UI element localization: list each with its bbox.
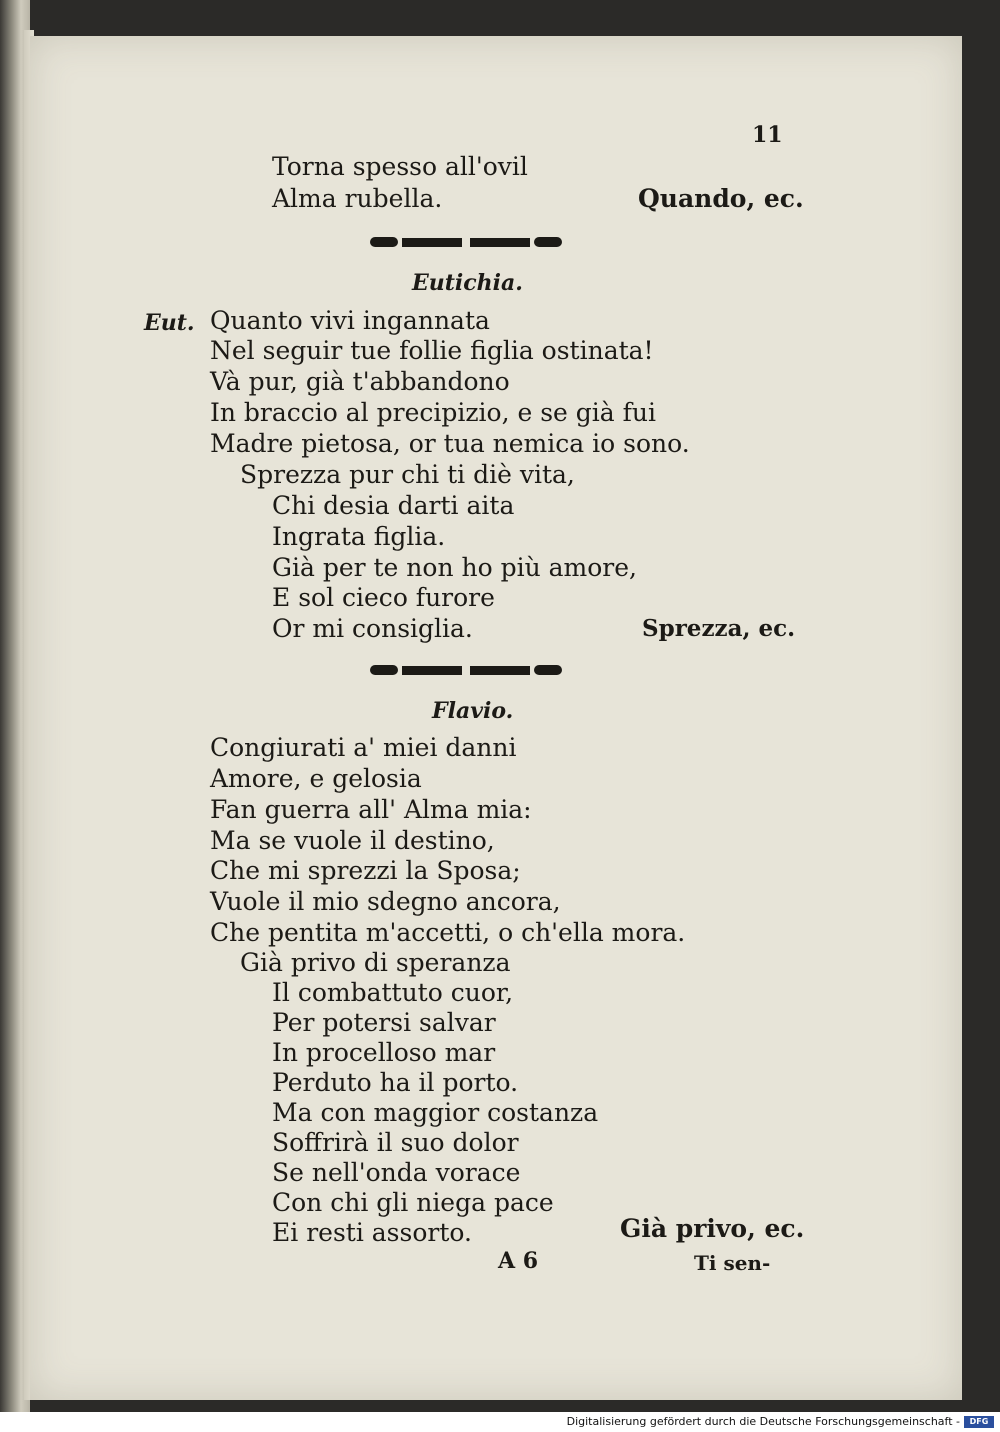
aria-line: Per potersi salvar bbox=[272, 1008, 496, 1037]
section-heading: Flavio. bbox=[432, 698, 514, 724]
recitative-line: Nel seguir tue follie figlia ostinata! bbox=[210, 336, 654, 365]
aria-line: In procelloso mar bbox=[272, 1038, 496, 1067]
recitative-line: Madre pietosa, or tua nemica io sono. bbox=[210, 429, 690, 458]
aria-line: Ma con maggior costanza bbox=[272, 1098, 599, 1127]
recitative-line: Vuole il mio sdegno ancora, bbox=[210, 887, 561, 916]
verse-line: Torna spesso all'ovil bbox=[272, 152, 528, 181]
recitative-line: Ma se vuole il destino, bbox=[210, 826, 495, 855]
dfg-logo: DFG bbox=[964, 1416, 994, 1428]
recitative-line: Và pur, già t'abbandono bbox=[210, 367, 510, 396]
aria-line: Sprezza pur chi ti diè vita, bbox=[240, 460, 575, 489]
aria-line: E sol cieco furore bbox=[272, 583, 495, 612]
aria-line: Ei resti assorto. bbox=[272, 1218, 472, 1247]
aria-line: Con chi gli niega pace bbox=[272, 1188, 554, 1217]
aria-line: Già per te non ho più amore, bbox=[272, 553, 638, 582]
recitative-line: Quanto vivi ingannata bbox=[210, 306, 490, 335]
funding-credit: Digitalisierung gefördert durch die Deutsche Forschungsgemeinschaft - bbox=[566, 1415, 960, 1428]
section-heading: Eutichia. bbox=[412, 270, 523, 296]
recitative-line: Che mi sprezzi la Sposa; bbox=[210, 856, 521, 885]
page-number: 11 bbox=[752, 122, 783, 148]
signature-mark: A 6 bbox=[498, 1248, 539, 1274]
book-page bbox=[30, 36, 962, 1400]
aria-line: Già privo di speranza bbox=[240, 948, 511, 977]
verse-line: Alma rubella. bbox=[272, 184, 443, 213]
ornament-divider bbox=[370, 234, 562, 250]
footer-bar bbox=[0, 1412, 1000, 1432]
aria-cue: Quando, ec. bbox=[638, 184, 804, 213]
recitative-line: Che pentita m'accetti, o ch'ella mora. bbox=[210, 918, 686, 947]
aria-cue: Sprezza, ec. bbox=[642, 615, 796, 642]
aria-line: Ingrata figlia. bbox=[272, 522, 446, 551]
aria-line: Il combattuto cuor, bbox=[272, 978, 514, 1007]
aria-line: Or mi consiglia. bbox=[272, 614, 473, 643]
ornament-divider bbox=[370, 662, 562, 678]
recitative-line: Amore, e gelosia bbox=[210, 764, 422, 793]
recitative-line: In braccio al precipizio, e se già fui bbox=[210, 398, 656, 427]
aria-line: Chi desia darti aita bbox=[272, 491, 515, 520]
aria-cue: Già privo, ec. bbox=[620, 1214, 805, 1243]
catchword: Ti sen- bbox=[694, 1251, 771, 1275]
recitative-line: Fan guerra all' Alma mia: bbox=[210, 795, 532, 824]
aria-line: Se nell'onda vorace bbox=[272, 1158, 521, 1187]
speaker-label: Eut. bbox=[144, 310, 195, 336]
aria-line: Perduto ha il porto. bbox=[272, 1068, 519, 1097]
aria-line: Soffrirà il suo dolor bbox=[272, 1128, 519, 1157]
recitative-line: Congiurati a' miei danni bbox=[210, 733, 517, 762]
